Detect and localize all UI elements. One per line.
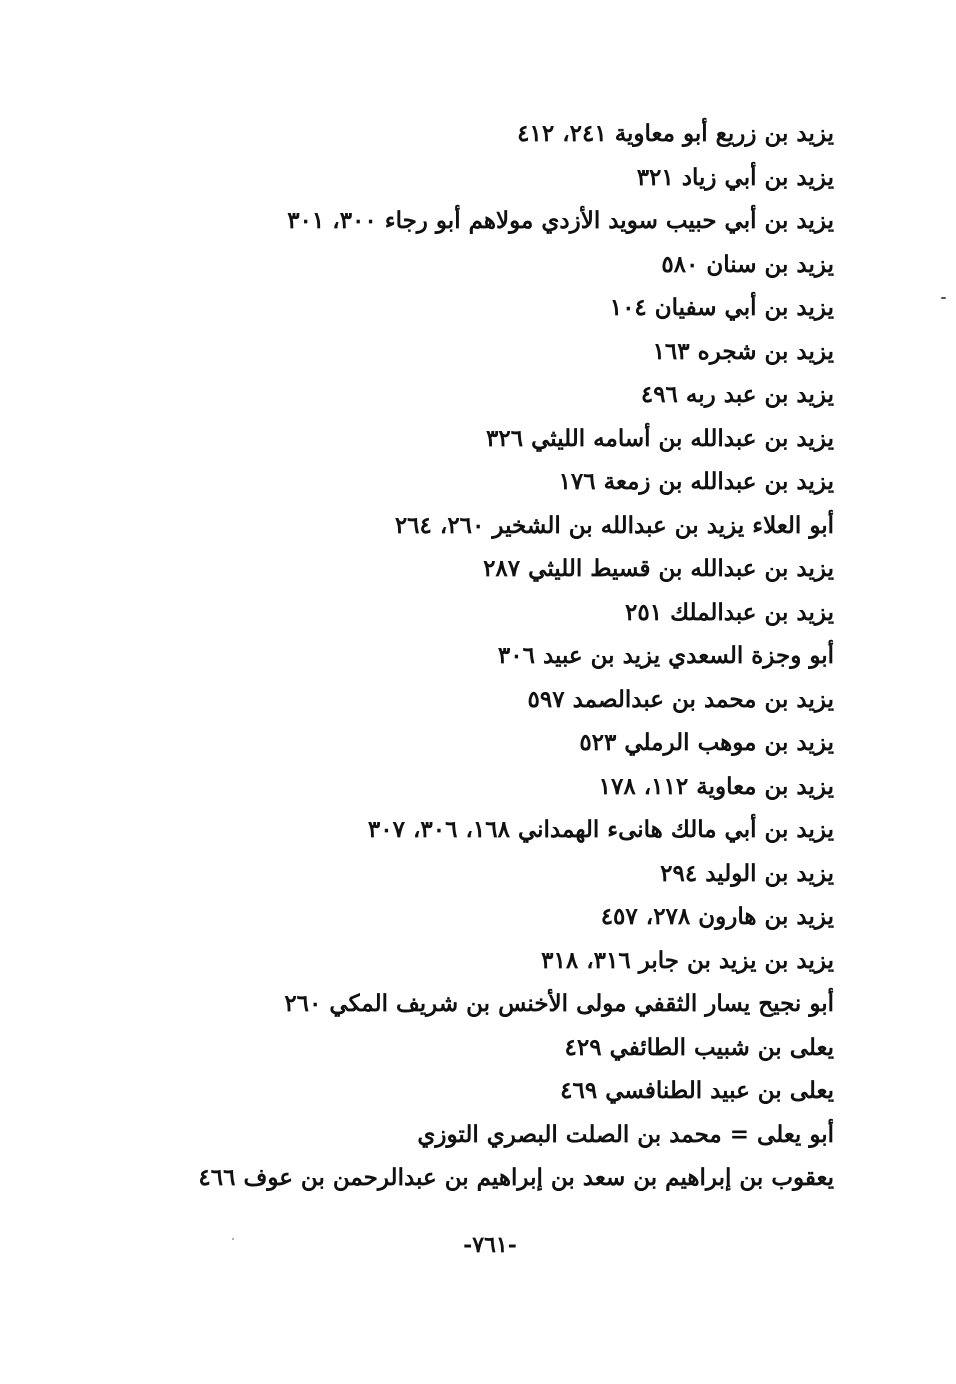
index-entry: أبو العلاء يزيد بن عبدالله بن الشخير ٢٦٠، ٢٦٤ xyxy=(394,511,834,539)
index-entry: يزيد بن معاوية ١١٢، ١٧٨ xyxy=(598,772,834,800)
page-number: -٧٦١- xyxy=(463,1232,517,1258)
index-entry: يزيد بن هارون ٢٧٨، ٤٥٧ xyxy=(600,903,834,930)
index-entry: يزيد بن أبي مالك هانىء الهمداني ١٦٨، ٣٠٦، ٣٠٧ xyxy=(367,816,834,843)
index-entry: يزيد بن أبي زياد ٣٢١ xyxy=(636,163,834,191)
index-entry: يزيد بن أبي سفيان ١٠٤ xyxy=(609,294,834,321)
index-entry: يزيد بن عبد ربه ٤٩٦ xyxy=(640,381,834,408)
index-entry: يعلى بن شبيب الطائفي ٤٢٩ xyxy=(564,1033,834,1061)
index-entry: يزيد بن الوليد ٢٩٤ xyxy=(660,859,834,887)
index-entry: يزيد بن محمد بن عبدالصمد ٥٩٧ xyxy=(527,685,834,713)
scan-speck xyxy=(941,297,946,299)
name-index-list xyxy=(194,112,834,1200)
index-entry: أبو نجيح يسار الثقفي مولى الأخنس بن شريف المكي ٢٦٠ xyxy=(284,990,834,1017)
index-entry: يزيد بن أبي حبيب سويد الأزدي مولاهم أبو رجاء ٣٠٠، ٣٠١ xyxy=(287,207,834,234)
index-entry: يزيد بن عبدالله بن أسامه الليثي ٣٢٦ xyxy=(486,424,834,452)
index-entry: أبو وجزة السعدي يزيد بن عبيد ٣٠٦ xyxy=(497,642,834,669)
index-entry: يزيد بن عبدالله بن زمعة ١٧٦ xyxy=(558,468,834,495)
index-entry: يعقوب بن إبراهيم بن سعد بن إبراهيم بن عبدالرحمن بن عوف ٤٦٦ xyxy=(198,1164,834,1191)
scan-speck xyxy=(232,1238,234,1240)
index-entry: يزيد بن زريع أبو معاوية ٢٤١، ٤١٢ xyxy=(517,120,834,147)
index-entry: يزيد بن سنان ٥٨٠ xyxy=(661,250,834,278)
index-entry: يزيد بن عبدالله بن قسيط الليثي ٢٨٧ xyxy=(483,555,834,582)
index-entry: يزيد بن موهب الرملي ٥٢٣ xyxy=(579,729,834,756)
index-entry: يزيد بن يزيد بن جابر ٣١٦، ٣١٨ xyxy=(541,946,834,974)
index-entry: يزيد بن عبدالملك ٢٥١ xyxy=(625,598,834,626)
index-entry: أبو يعلى = محمد بن الصلت البصري التوزي xyxy=(417,1120,834,1148)
index-entry: يزيد بن شجره ١٦٣ xyxy=(652,337,834,365)
index-entry: يعلى بن عبيد الطنافسي ٤٦٩ xyxy=(560,1077,834,1104)
